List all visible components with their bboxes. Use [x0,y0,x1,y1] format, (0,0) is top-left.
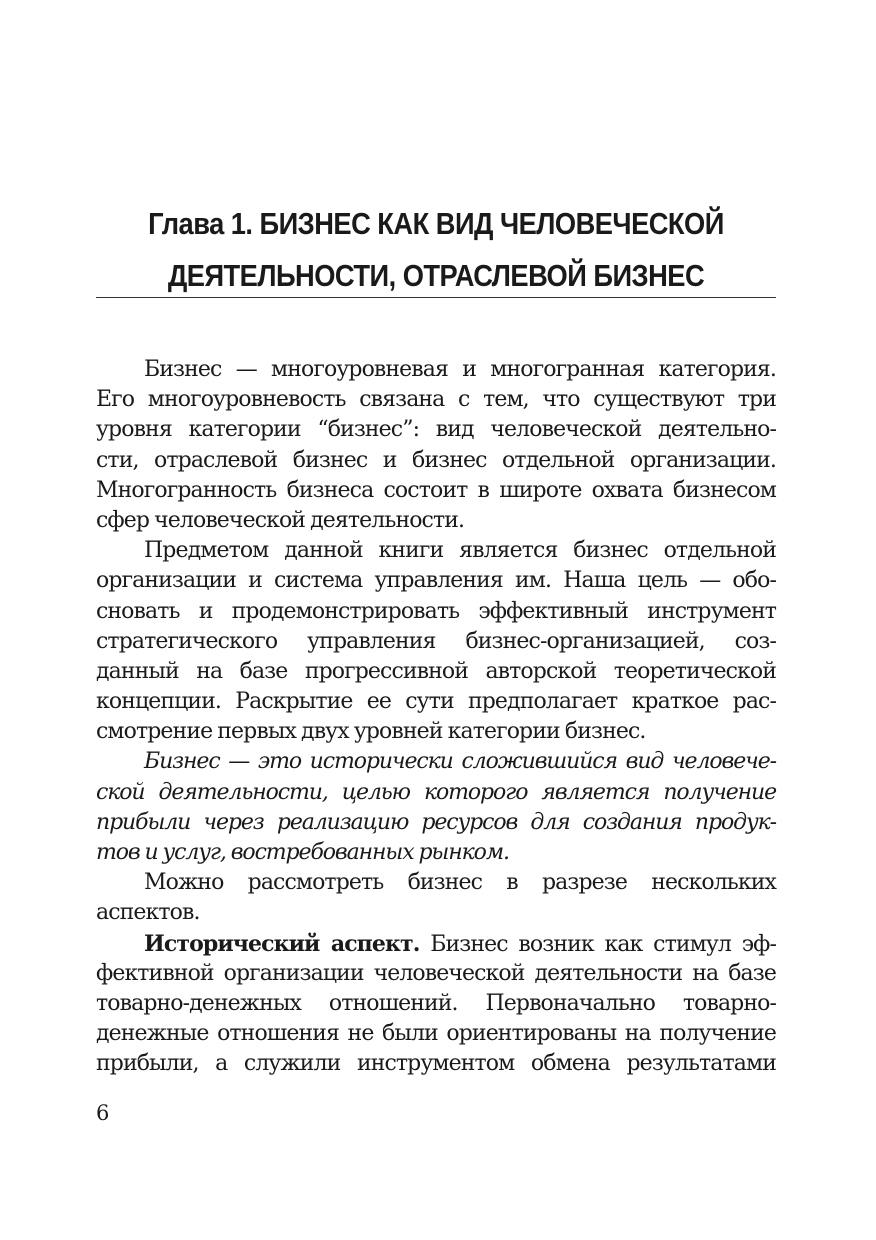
text-line: прибыли через реализацию ресурсов для создания продук- [96,809,776,835]
text-line: Многогранность бизнеса состоит в широте охвата бизнесом [96,477,776,503]
text-line: товарно-денежных отношений. Первоначально товарно- [96,990,776,1016]
page-number: 6 [96,1101,110,1125]
text-line: аспектов. [96,900,200,926]
section-lead-bold: Исторический аспект. [144,930,420,957]
text-line: тов и услуг, востребованных рынком. [96,840,509,865]
body-text [96,355,776,1080]
chapter-title-line-1: Глава 1. БИЗНЕС КАК ВИД ЧЕЛОВЕЧЕСКОЙ [148,206,724,241]
text-line: сфер человеческой деятельности. [96,507,465,533]
text-line: Бизнес — многоуровневая и многогранная категория. [144,357,776,382]
chapter-title-line-2: ДЕЯТЕЛЬНОСТИ, ОТРАСЛЕВОЙ БИЗНЕС [167,258,705,293]
paragraph-1 [96,355,776,536]
text-line: Бизнес — это исторически сложившийся вид человече- [144,749,776,775]
paragraph-4 [96,868,776,928]
text-line: денежные отношения не были ориентированы на получение [96,1021,776,1047]
chapter-title [137,198,735,302]
text-line: сти, отраслевой бизнес и бизнес отдельной организации. [96,447,776,473]
text-line: Его многоуровневость связана с тем, что существуют три [96,387,776,413]
text-line: уровня категории “бизнес”: вид человеческой деятельно- [96,417,776,443]
paragraph-2 [96,536,776,747]
text-line: Можно рассмотреть бизнес в разрезе нескольких [144,870,776,896]
text-line [96,929,776,959]
paragraph-3-definition [96,747,776,868]
text-line: смотрение первых двух уровней категории бизнес. [96,719,646,745]
text-line: данный на базе прогрессивной авторской теоретической [96,658,776,684]
text-line: фективной организации человеческой деятельности на базе [96,960,776,986]
text-line: организации и система управления им. Наша цель — обо- [96,568,776,594]
text-line: Предметом данной книги является бизнес отдельной [144,538,776,564]
text-line: ской деятельности, целью которого является получение [96,779,776,805]
text-line: прибыли, а служили инструментом обмена результатами [96,1051,776,1077]
text-line-rest: Бизнес возник как стимул эф- [419,931,776,957]
text-line: стратегического управления бизнес-организацией, соз- [96,628,776,654]
title-underline-rule [96,297,776,298]
text-line: концепции. Раскрытие ее сути предполагает краткое рас- [96,689,776,715]
text-line: сновать и продемонстрировать эффективный инструмент [96,598,776,624]
paragraph-5 [96,929,776,1080]
